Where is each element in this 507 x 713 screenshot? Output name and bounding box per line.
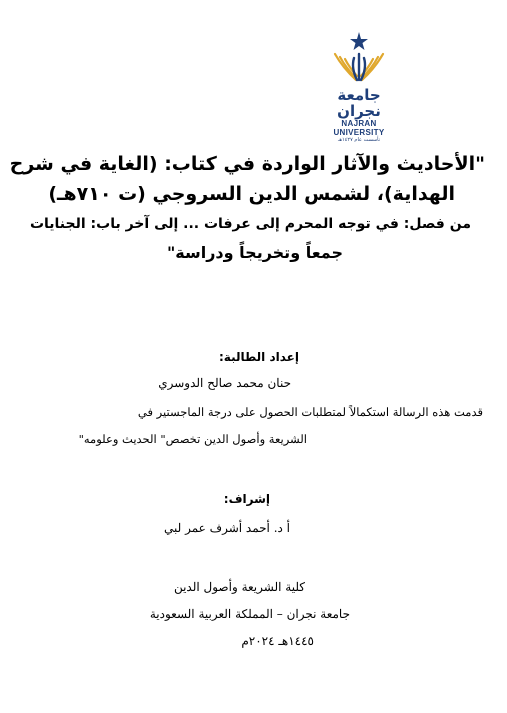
logo-arabic-name: جامعة نجران [337, 86, 381, 120]
logo-tagline: تأسست عام ١٤٢٧هـ [337, 137, 381, 143]
thesis-title-line-3: من فصل: في توجه المحرم إلى عرفات ... إلى آخر باب: الجنايات [29, 216, 471, 232]
thesis-title-line-1: "الأحاديث والآثار الواردة في كتاب: (الغاية في شرح [9, 153, 485, 175]
logo-english-name: NAJRAN UNIVERSITY [333, 119, 385, 137]
university-logo [318, 30, 400, 143]
thesis-description-line-2: الشريعة وأصول الدين تخصص" الحديث وعلومه" [78, 432, 307, 446]
thesis-title-line-2: الهداية)، لشمس الدين السروجي (ت ٧١٠هـ) [48, 183, 455, 205]
submission-date: ١٤٤٥هـ ٢٠٢٤م [241, 634, 314, 648]
supervisor-name: أ د. أحمد أشرف عمر لبي [164, 521, 290, 535]
university-emblem-icon [329, 30, 389, 86]
university-country: جامعة نجران – المملكة العربية السعودية [149, 607, 350, 621]
supervision-label: إشراف: [223, 492, 270, 506]
thesis-description-line-1: قدمت هذه الرسالة استكمالاً لمتطلبات الحصول على درجة الماجستير في [137, 405, 483, 419]
prepared-by-label: إعداد الطالبة: [219, 350, 299, 364]
college-name: كلية الشريعة وأصول الدين [173, 580, 305, 594]
student-name: حنان محمد صالح الدوسري [158, 376, 291, 390]
thesis-title-line-4: جمعاً وتخريجاً ودراسة" [166, 243, 343, 262]
